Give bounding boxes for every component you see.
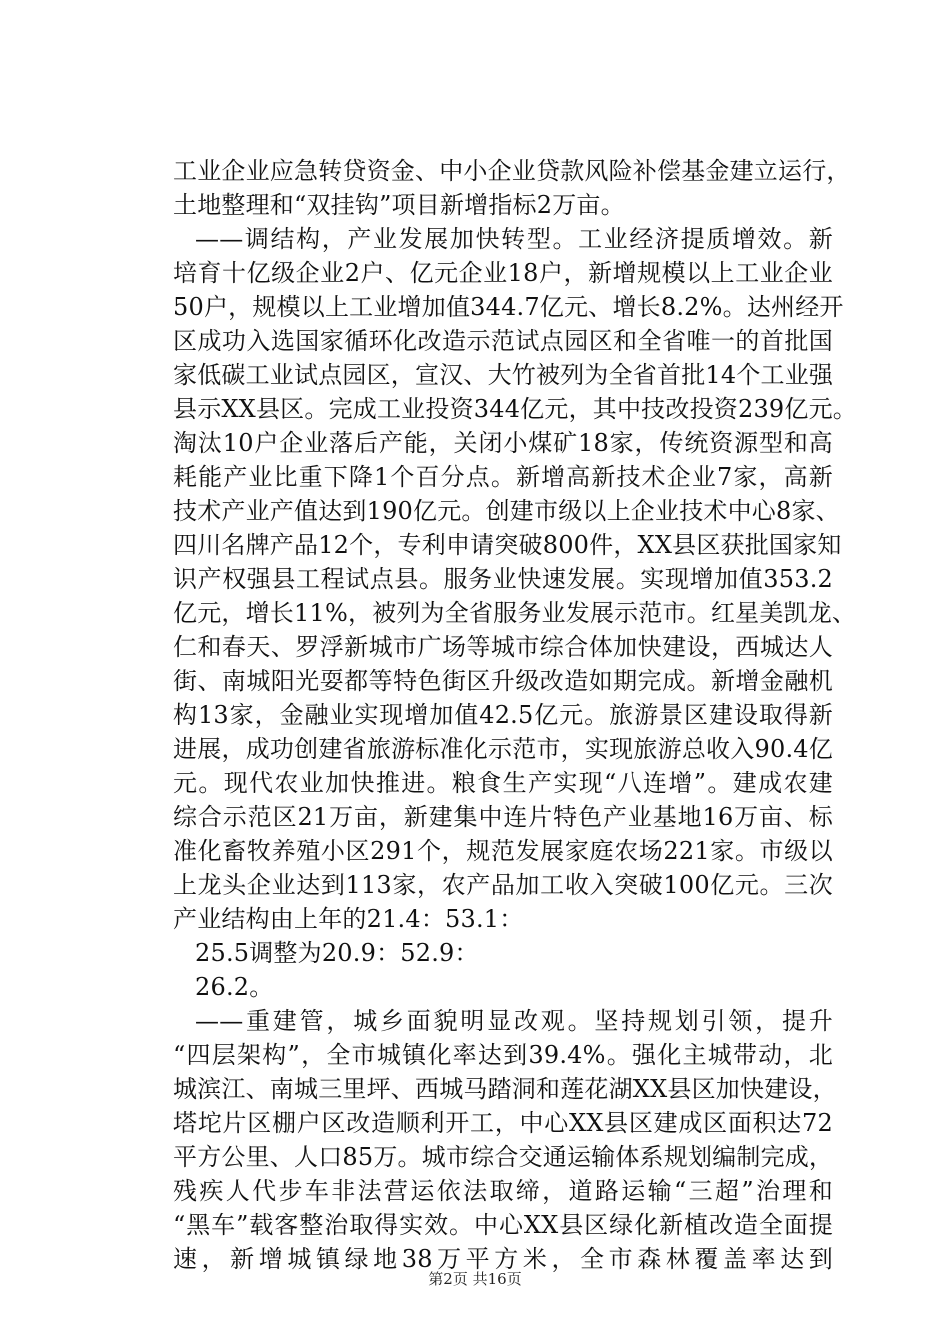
text-line: ——重建管，城乡面貌明显改观。坚持规划引领，提升 [195, 1007, 833, 1035]
text-line: 区成功入选国家循环化改造示范试点园区和全省唯一的首批国 [173, 327, 833, 355]
text-line: 县示XX县区。完成工业投资344亿元，其中技改投资239亿元。 [173, 395, 857, 423]
text-line: 工业企业应急转贷资金、中小企业贷款风险补偿基金建立运行， [173, 157, 851, 185]
text-line: “四层架构”，全市城镇化率达到39.4%。强化主城带动，北 [173, 1041, 833, 1069]
text-line: 产业结构由上年的21.4：53.1： [173, 905, 524, 933]
text-line: 耗能产业比重下降1个百分点。新增高新技术企业7家，高新 [173, 463, 833, 491]
text-line: 亿元，增长11%，被列为全省服务业发展示范市。红星美凯龙、 [173, 599, 857, 627]
text-line: 上龙头企业达到113家，农产品加工收入突破100亿元。三次 [173, 871, 833, 899]
text-line: 残疾人代步车非法营运依法取缔，道路运输“三超”治理和 [173, 1177, 833, 1205]
text-line: 仁和春天、罗浮新城市广场等城市综合体加快建设，西城达人 [173, 633, 833, 661]
text-line: 构13家，金融业实现增加值42.5亿元。旅游景区建设取得新 [173, 701, 833, 729]
text-line: 淘汰10户企业落后产能，关闭小煤矿18家，传统资源型和高 [173, 429, 833, 457]
text-line: ——调结构，产业发展加快转型。工业经济提质增效。新 [195, 225, 833, 253]
page-footer [0, 1268, 950, 1289]
text-line: 街、南城阳光耍都等特色街区升级改造如期完成。新增金融机 [173, 667, 833, 695]
text-line: 土地整理和“双挂钩”项目新增指标2万亩。 [173, 191, 625, 219]
text-line: 家低碳工业试点园区，宣汉、大竹被列为全省首批14个工业强 [173, 361, 834, 389]
text-line: 四川名牌产品12个，专利申请突破800件，XX县区获批国家知 [173, 531, 842, 559]
text-line: 平方公里、人口85万。城市综合交通运输体系规划编制完成， [173, 1143, 834, 1171]
document-body [173, 154, 857, 1276]
text-line: 培育十亿级企业2户、亿元企业18户，新增规模以上工业企业 [173, 259, 833, 287]
text-line: 速，新增城镇绿地38万平方米，全市森林覆盖率达到 [173, 1245, 833, 1273]
text-line: 25.5调整为20.9：52.9： [195, 939, 479, 967]
text-line: 识产权强县工程试点县。服务业快速发展。实现增加值353.2 [173, 565, 833, 593]
text-line: 进展，成功创建省旅游标准化示范市，实现旅游总收入90.4亿 [173, 735, 833, 763]
page-number-label: 第2页 共16页 [428, 1270, 522, 1288]
text-line: 综合示范区21万亩，新建集中连片特色产业基地16万亩、标 [173, 803, 833, 831]
text-line: 准化畜牧养殖小区291个，规范发展家庭农场221家。市级以 [173, 837, 833, 865]
text-line: 塔坨片区棚户区改造顺利开工，中心XX县区建成区面积达72 [173, 1109, 833, 1137]
text-line: 50户，规模以上工业增加值344.7亿元、增长8.2%。达州经开 [173, 293, 844, 321]
text-line: “黑车”载客整治取得实效。中心XX县区绿化新植改造全面提 [173, 1211, 833, 1239]
text-line: 元。现代农业加快推进。粮食生产实现“八连增”。建成农建 [173, 769, 833, 797]
text-line: 技术产业产值达到190亿元。创建市级以上企业技术中心8家、 [173, 497, 840, 525]
text-line: 城滨江、南城三里坪、西城马踏洞和莲花湖XX县区加快建设， [173, 1075, 837, 1103]
text-line: 26.2。 [195, 973, 274, 1001]
